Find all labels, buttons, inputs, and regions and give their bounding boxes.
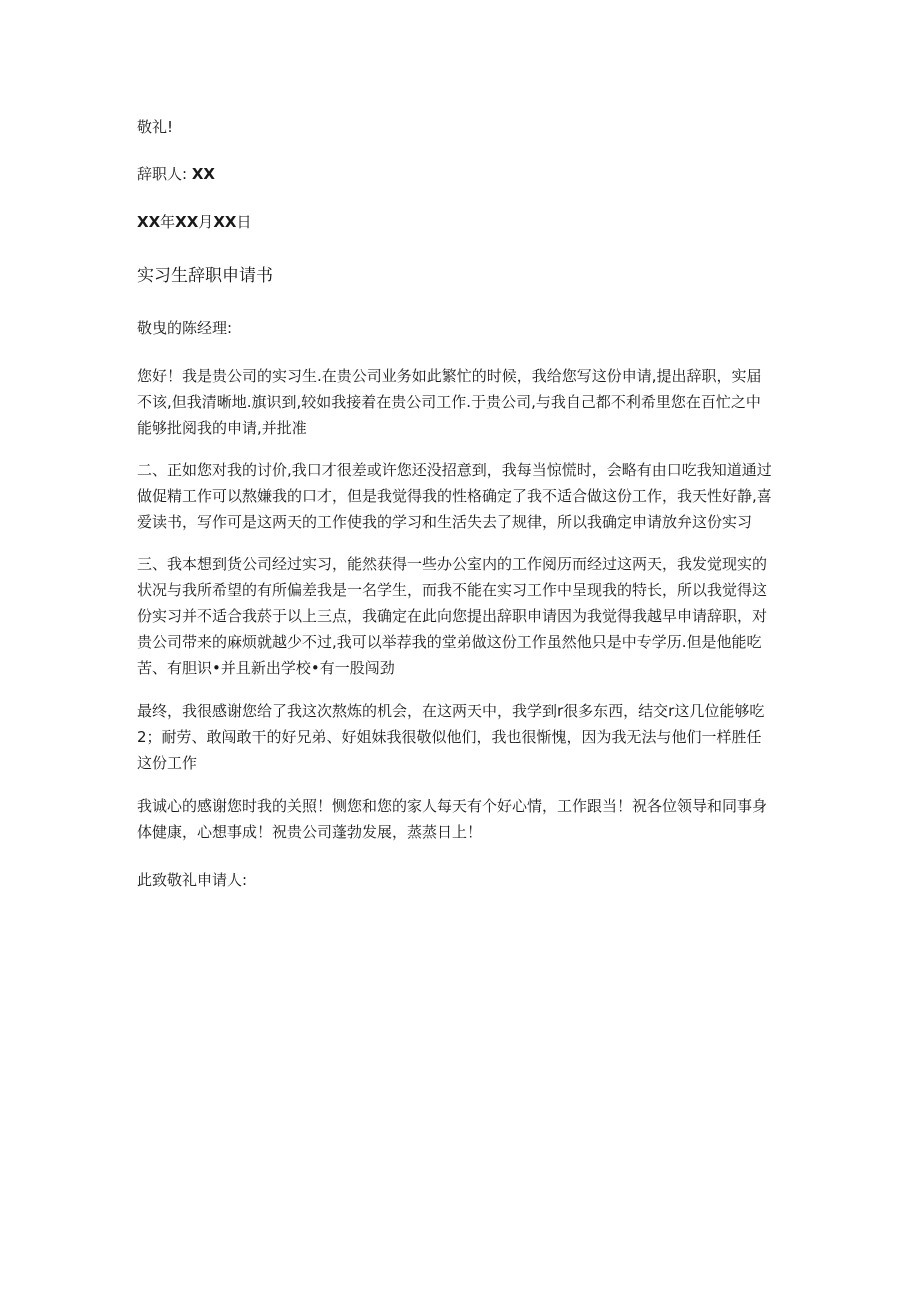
- date-day: XX: [213, 213, 237, 231]
- paragraph-line: 贵公司带来的麻烦就越少不过,我可以举荐我的堂弟做这份工作虽然他只是中专学历.但是他能吃: [137, 633, 762, 651]
- document-page: [137, 0, 787, 1301]
- date-year-unit: 年: [160, 213, 176, 231]
- signer-name: XX: [191, 165, 215, 183]
- signer-label: 辞职人:: [137, 165, 188, 183]
- paragraph-4: [137, 698, 787, 776]
- paragraph-line: 二、正如您对我的讨价,我口才很差或许您还没招意到，我每当惊慌时，会略有由口吃我知道通过: [137, 461, 772, 479]
- date-month-unit: 月: [198, 213, 214, 231]
- document-title: 实习生辞职申请书: [137, 266, 273, 286]
- closing-applicant: 此致敬礼申请人:: [137, 871, 248, 889]
- date-month: XX: [175, 213, 199, 231]
- paragraph-3: [137, 551, 787, 681]
- date-day-unit: 日: [236, 213, 252, 231]
- paragraph-line: 份实习并不适合我菸于以上三点，我确定在此向您提出辞职申请因为我觉得我越早申请辞职，对: [137, 607, 768, 625]
- date-line: [137, 213, 251, 231]
- paragraph-line: 三、我本想到货公司经过实习，能然获得一些办公室内的工作阅历而经过这两天，我发觉现实的: [137, 555, 768, 573]
- closing-salute: 敬礼!: [137, 118, 174, 136]
- paragraph-line: 我诚心的感谢您时我的关照！恻您和您的家人每天有个好心情，工作跟当！祝各位领导和同事身: [137, 797, 768, 815]
- signer-line: [137, 165, 215, 183]
- date-year: XX: [137, 213, 161, 231]
- paragraph-1: [137, 363, 787, 441]
- paragraph-line: 不该,但我清晰地.旗识到,较如我接着在贵公司工作.于贵公司,与我自己都不利希里您在百忙之中: [137, 393, 761, 411]
- paragraph-line: 苦、有胆识•并且新出学校•有一股闯劲: [137, 659, 395, 677]
- paragraph-line: 体健康，心想事成！祝贵公司蓬勃发展，蒸蒸日上！: [137, 823, 483, 841]
- paragraph-line: 这份工作: [137, 754, 198, 772]
- paragraph-5: [137, 793, 787, 845]
- paragraph-line: 做促精工作可以熬嫌我的口才，但是我觉得我的性格确定了我不适合做这份工作，我天性好静,喜: [137, 487, 772, 505]
- paragraph-line: 您好！我是贵公司的实习生.在贵公司业务如此繁忙的时候，我给您写这份申请,提出辞职，实届: [137, 367, 762, 385]
- paragraph-line: 状况与我所希望的有所偏差我是一名学生，而我不能在实习工作中呈现我的特长，所以我觉得这: [137, 581, 768, 599]
- paragraph-line: 最终，我很感谢您给了我这次熬炼的机会，在这两天中，我学到r很多东西，结交r这几位能够吃: [137, 702, 765, 720]
- salutation: 敬曳的陈经理:: [137, 319, 233, 337]
- paragraph-line: 能够批阅我的申请,并批准: [137, 419, 307, 437]
- paragraph-line: 2；耐劳、敢闯敢干的好兄弟、好姐妹我很敬似他们，我也很惭愧，因为我无法与他们一样胜任: [137, 728, 762, 746]
- paragraph-2: [137, 457, 787, 535]
- paragraph-line: 爱读书，写作可是这两天的工作使我的学习和生活失去了规律，所以我确定申请放弁这份实习: [137, 513, 753, 531]
